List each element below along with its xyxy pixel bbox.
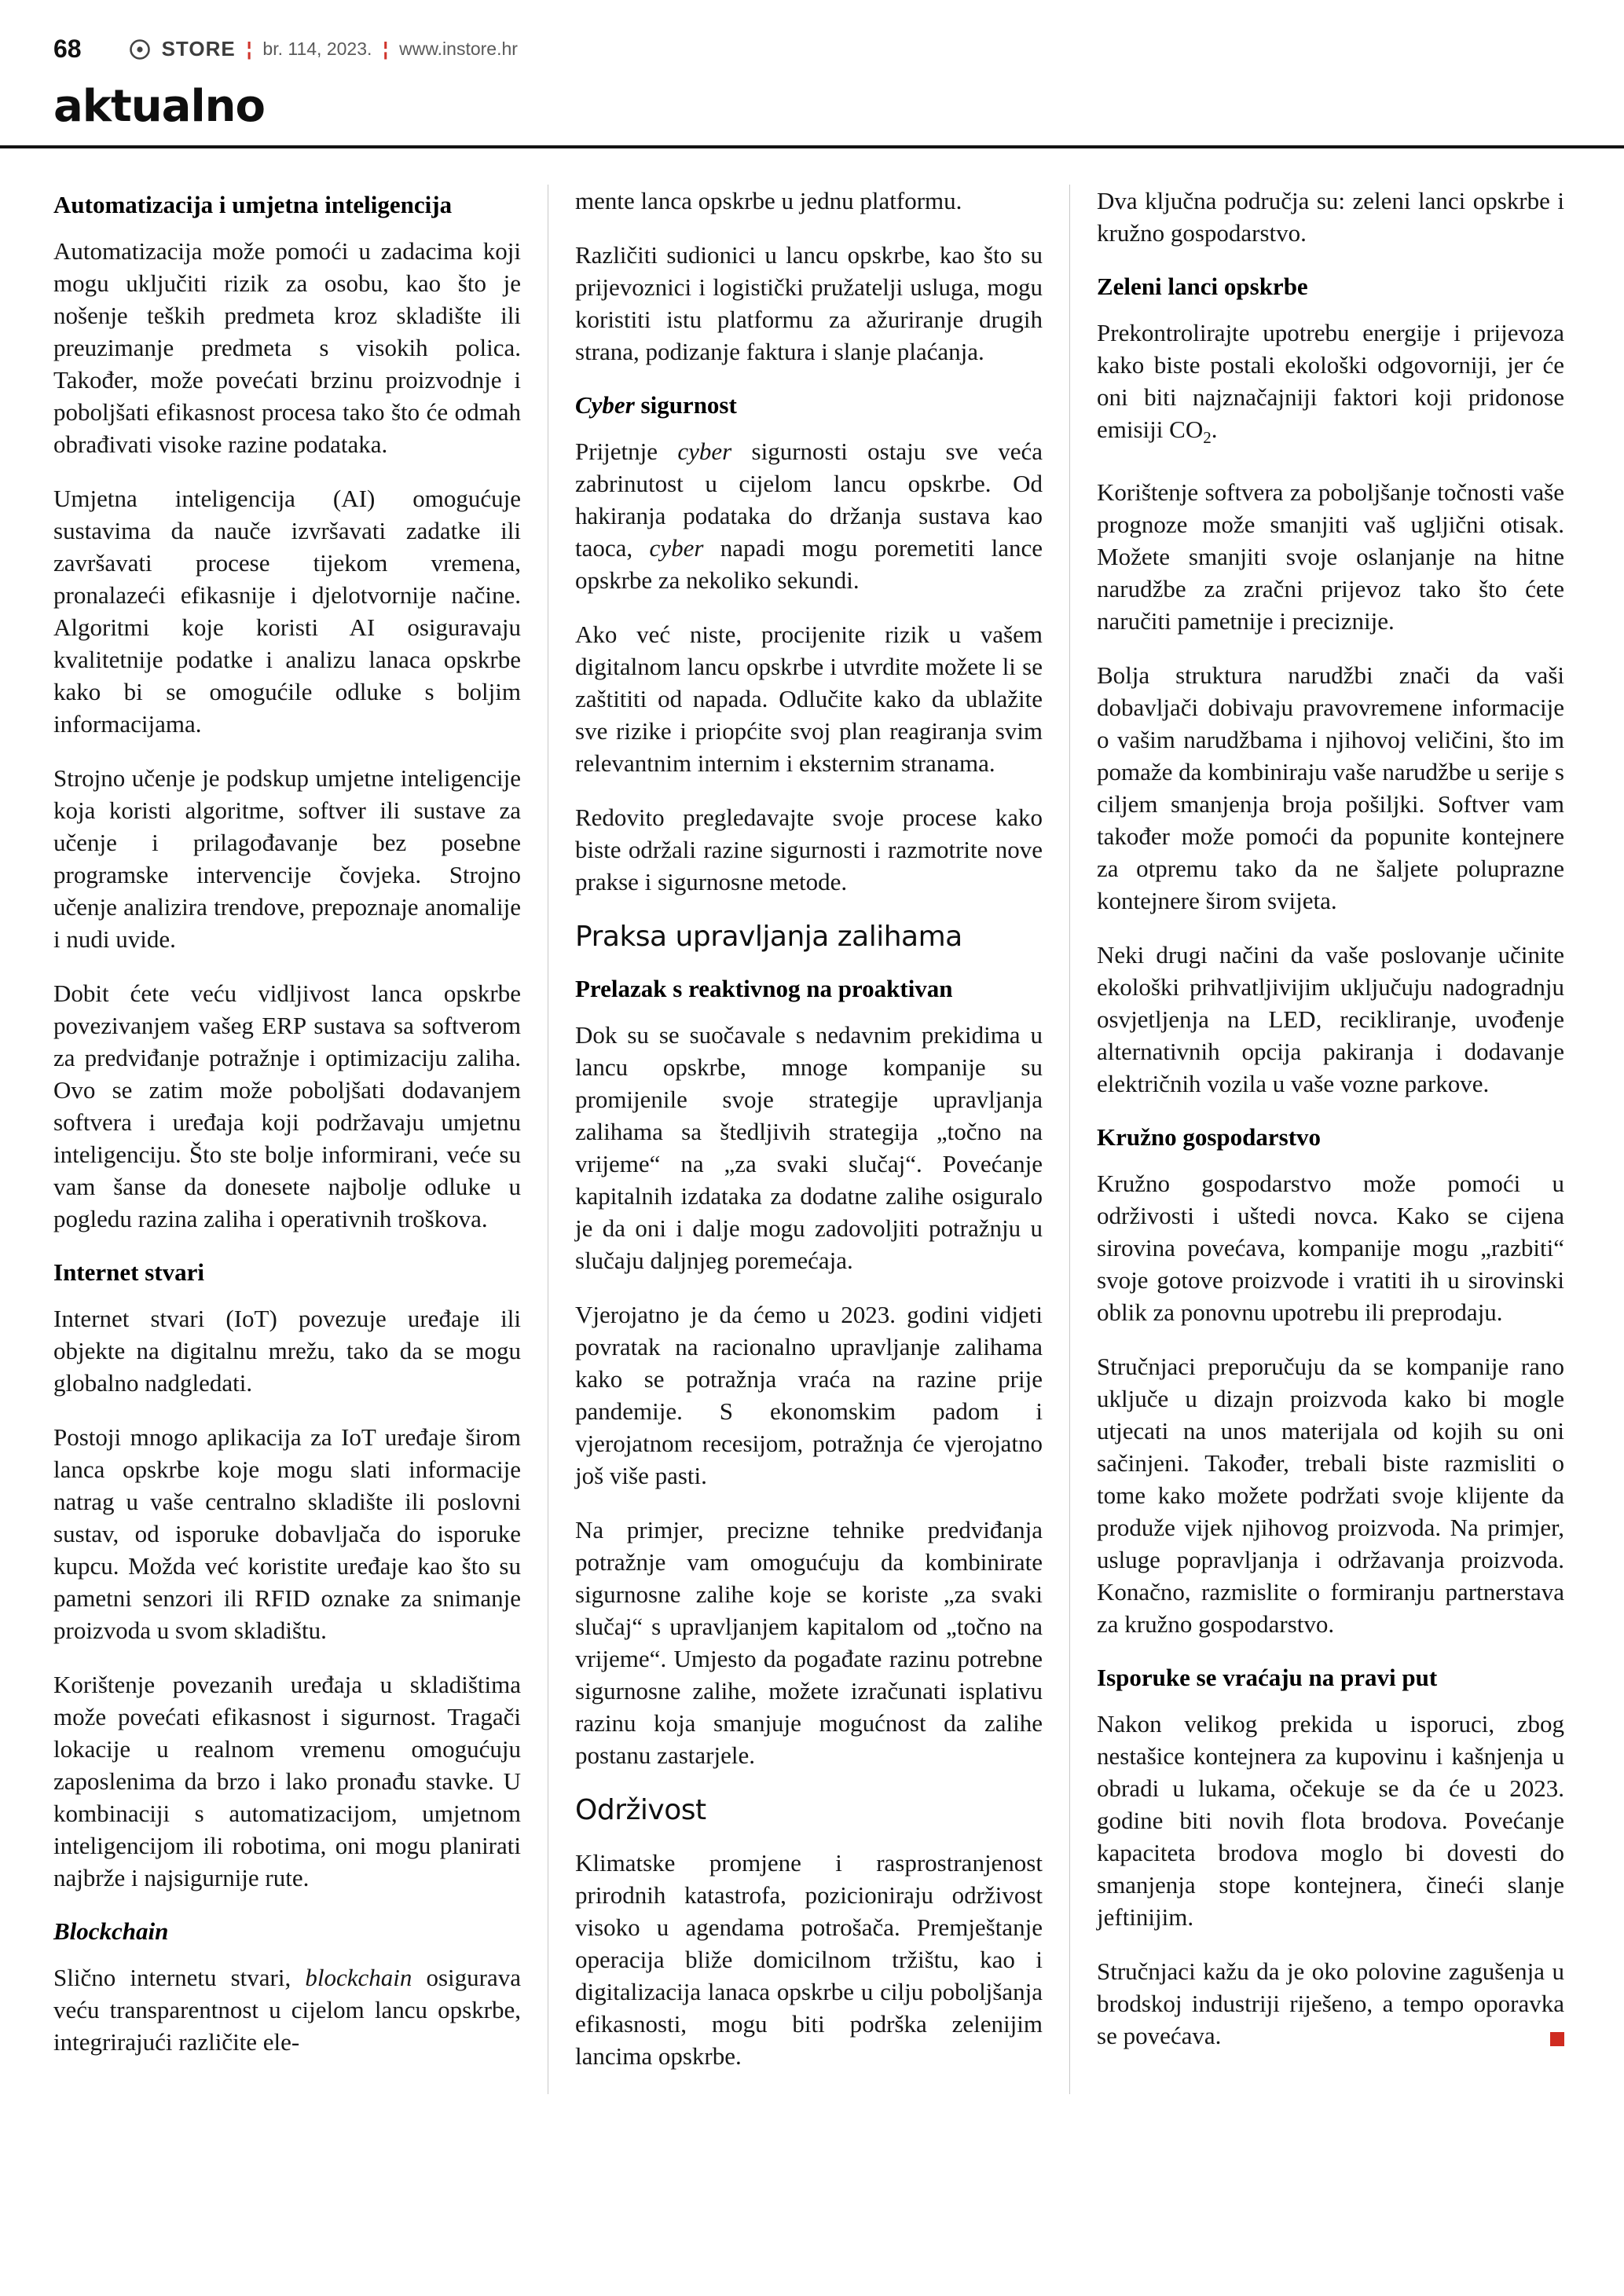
text-run: napadi mogu poremetiti lance opskrbe za nekoliko sekundi. [575,533,1043,594]
text-run: sigurnosti ostaju sve veća zabrinutost u cijelom lancu opskrbe. Od hakiranja podataka do držanja sustava kao taoca, [575,437,1043,562]
text-run: sigurnost [634,390,737,419]
article-heading-kruzno-gospodarstvo: Kružno gospodarstvo [1097,1122,1322,1151]
paragraph: Redovito pregledavajte svoje procese kako biste održali razine sigurnosti i razmotrite nove prakse i sigurnosne metode. [575,803,1043,895]
separator-bar-icon: ¦ [246,38,252,60]
subscript: 2 [1203,427,1212,447]
paragraph: Kružno gospodarstvo može pomoći u održivosti i uštedi novca. Kako se cijena sirovina povećava, kompanije mogu „razbiti“ svoje gotove proizvode i vratiti ih u sirovinski oblik za ponovnu upotrebu ili preprodaju. [1097,1169,1564,1326]
page-header [0,0,1624,64]
italic-term: cyber [649,533,704,562]
paragraph: Neki drugi načini da vaše poslovanje učinite ekološki prihvatljivijim uključuju nadogradnju osvjetljenja na LED, recikliranje, uvođenje alternativnih opcija pakiranja i dodavanje električnih vozila u vaše vozne parkove. [1097,940,1564,1097]
italic-term: blockchain [305,1963,412,1991]
page-title: aktualno [53,81,265,132]
text-run: Stručnjaci kažu da je oko polovine zagušenja u brodskoj industriji riješeno, a tempo oporavka se povećava. [1097,1957,1564,2049]
instore-logo-icon [129,38,151,60]
article-heading-blockchain: Blockchain [53,1917,169,1945]
paragraph: Strojno učenje je podskup umjetne inteligencije koja koristi algoritme, softver ili sustave za učenje i prilagođavanje bez posebne programske intervencije čovjeka. Strojno učenje analizira trendove, prepoznaje anomalije i nudi uvide. [53,764,521,953]
column-2 [548,185,1069,2094]
paragraph [1097,317,1564,454]
italic-term: cyber [677,437,732,465]
paragraph: Na primjer, precizne tehnike predviđanja potražnje vam omogućuju da kombinirate sigurnosne zalihe koje se koriste „za svaki slučaj“ s upravljanjem kapitalom od „točno na vrijeme“. Umjesto da pogađate razinu potrebne sigurnosne zalihe, možete izračunati isplativu razinu koja smanjuje mogućnost da zalihe postanu zastarjele. [575,1515,1043,1769]
paragraph: Automatizacija može pomoći u zadacima koji mogu uključiti rizik za osobu, kao što je nošenje teških predmeta kroz skladište ili preuzimanje predmeta s visokih polica. Također, može povećati brzinu proizvodnje i poboljšati efikasnost procesa tako što će odmah obrađivati visoke razine podataka. [53,236,521,458]
paragraph [1097,1955,1564,2052]
article-heading-isporuke: Isporuke se vraćaju na pravi put [1097,1663,1438,1691]
paragraph: Vjerojatno je da ćemo u 2023. godini vidjeti povratak na racionalno upravljanje zalihama kako se potražnja vraća na razine prije pandemije. S ekonomskim padom i vjerojatnom recesijom, potražnja će vjerojatno još više pasti. [575,1300,1043,1489]
paragraph: Dva ključna područja su: zeleni lanci opskrbe i kružno gospodarstvo. [1097,186,1564,247]
paragraph: Nakon velikog prekida u isporuci, zbog nestašice kontejnera za kupovinu i kašnjenja u obradi u lukama, očekuje se da će u 2023. godine biti novih flota brodova. Povećanje kapaciteta brodova moglo bi dovesti do smanjenja stope kontejnera, čineći slanje jeftinijim. [1097,1709,1564,1931]
text-run: Slično internetu stvari, [53,1963,306,1991]
paragraph: Različiti sudionici u lancu opskrbe, kao što su prijevoznici i logistički pružatelji usluga, mogu koristiti istu platformu za ažuriranje drugih strana, podizanje faktura i slanje plaćanja. [575,240,1043,365]
paragraph: Bolja struktura narudžbi znači da vaši dobavljači dobivaju pravovremene informacije o vašim narudžbama i njihovoj veličini, što im pomaže da kombiniraju vaše narudžbe u serije s ciljem smanjenja broja pošiljki. Softver vam također može pomoći da popunite kontejnere za otpremu tako da ne šaljete poluprazne kontejnere širom svijeta. [1097,661,1564,914]
section-heading-odrzivost: Održivost [575,1793,706,1826]
column-3 [1069,185,1564,2094]
paragraph: mente lanca opskrbe u jednu platformu. [575,186,962,214]
article-heading-internet-stvari: Internet stvari [53,1258,204,1286]
website-link: www.instore.hr [399,38,518,59]
paragraph: Ako već niste, procijenite rizik u vašem digitalnom lancu opskrbe i utvrdite možete li se zaštititi od napada. Odlučite kako da ublažite sve rizike i priopćite svoj plan reagiranja svim relevantnim internim i eksternim stranama. [575,620,1043,777]
paragraph: Korištenje softvera za poboljšanje točnosti vaše prognoze može smanjiti vaš ugljični otisak. Možete smanjiti svoje oslanjanje na hitne narudžbe za zračni prijevoz tako što ćete naručiti pametnije i preciznije. [1097,478,1564,635]
masthead [129,37,518,61]
article-heading-automatizacija: Automatizacija i umjetna inteligencija [53,190,453,218]
article-heading-zeleni-lanci: Zeleni lanci opskrbe [1097,272,1308,300]
text-run: osigurava veću transparentnost u cijelom lancu opskrbe, integrirajući različite ele- [53,1963,521,2056]
end-mark [1550,2032,1564,2046]
paragraph: Klimatske promjene i rasprostranjenost prirodnih katastrofa, pozicioniraju održivost visoko u agendama potrošača. Premještanje operacija bliže domicilnom tržištu, kao i digitalizacija lanaca opskrbe u cilju poboljšanja efikasnosti, mogu biti podrška zelenijim lancima opskrbe. [575,1848,1043,2070]
article-heading-prelazak: Prelazak s reaktivnog na proaktivan [575,974,953,1002]
text-run: . [1211,415,1218,443]
paragraph: Postoji mnogo aplikacija za IoT uređaje širom lanca opskrbe koje mogu slati informacije natrag u vaše centralno skladište ili poslovni sustav, od isporuke dobavljača do isporuke kupcu. Možda već koristite uređaje kao što su pametni senzori ili RFID oznake za snimanje proizvoda u svom skladištu. [53,1423,521,1644]
section-heading-praksa-upravljanja: Praksa upravljanja zalihama [575,920,962,953]
text-run: Prijetnje [575,437,678,465]
paragraph: Internet stvari (IoT) povezuje uređaje ili objekte na digitalnu mrežu, tako da se mogu globalno nadgledati. [53,1304,521,1397]
paragraph [575,435,1043,596]
article-columns [0,148,1624,2094]
article-heading-cyber-sigurnost [575,390,1043,421]
paragraph: Korištenje povezanih uređaja u skladištima može povećati efikasnost i sigurnost. Tragači lokacije u realnom vremenu omogućuju zaposlenima da brzo i lako pronađu stavke. U kombinaciji s automatizacijom, umjetnom inteligencijom ili robotima, oni mogu planirati najbrže i najsigurnije rute. [53,1670,521,1891]
separator-bar-icon: ¦ [383,38,389,60]
column-1 [53,185,548,2094]
paragraph: Dobit ćete veću vidljivost lanca opskrbe povezivanjem vašeg ERP sustava sa softverom za predviđanje potražnje i optimizaciju zaliha. Ovo se zatim može poboljšati dodavanjem softvera i uređaja koji podržavaju umjetnu inteligenciju. Što ste bolje informirani, veće su vam šanse da donesete najbolje odluke u pogledu razina zaliha i operativnih troškova. [53,979,521,1232]
text-run: Prekontrolirajte upotrebu energije i prijevoza kako biste postali ekološki odgovorniji, jer će oni biti najznačajniji faktori koji pridonose emisiji CO [1097,318,1564,443]
issue-info: br. 114, 2023. [262,38,372,59]
italic-term: Cyber [575,390,635,419]
paragraph: Dok su se suočavale s nedavnim prekidima u lancu opskrbe, mnoge kompanije su promijenile svoje strategije upravljanja zalihama sa štedljivih strategija „točno na vrijeme“ na „za svaki slučaj“. Povećanje kapitalnih izdataka za dodatne zalihe osiguralo je da oni i dalje mogu zadovoljiti potražnju u slučaju daljnjeg poremećaja. [575,1020,1043,1274]
paragraph: Umjetna inteligencija (AI) omogućuje sustavima da nauče izvršavati zadatke ili završavati procese tijekom vremena, pronalazeći efikasnije i djelotvornije načine. Algoritmi koje koristi AI osiguravaju kvalitetnije podatke i analizu lanaca opskrbe kako bi se omogućile odluke s boljim informacijama. [53,484,521,738]
brand-name: STORE [161,37,236,60]
paragraph: Stručnjaci preporučuju da se kompanije rano uključe u dizajn proizvoda kako bi mogle utjecati na unos materijala od kojih su oni sačinjeni. Također, trebali biste razmisliti o tome kako možete podržati svoje klijente da produže vijek njihovog proizvoda. Na primjer, usluge popravljanja i održavanja proizvoda. Konačno, razmislite o formiranju partnerstava za kružno gospodarstvo. [1097,1352,1564,1638]
paragraph [53,1961,521,2058]
page-number: 68 [53,35,82,63]
